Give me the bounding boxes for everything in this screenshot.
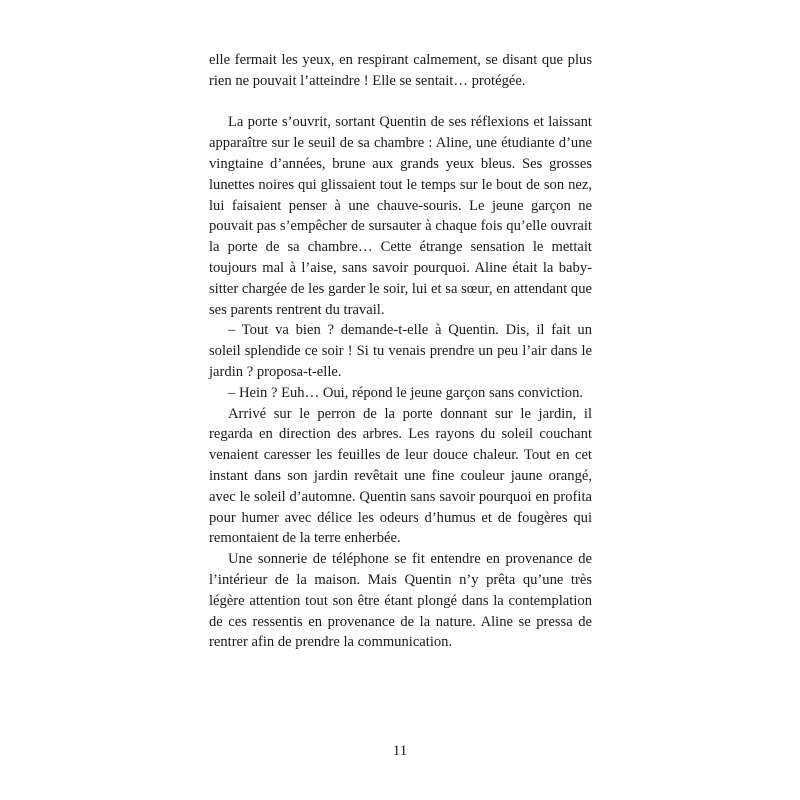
paragraph-door-opens: La porte s’ouvrit, sortant Quentin de ses réflexions et laissant apparaître sur le seuil de sa chambre : Aline, une étudiante d’une vingtaine d’années, brune aux grands yeux bleus. Ses grosses lunettes noires qui glissaient tout le temps sur le bout de son nez, lui faisaient penser à une chauve-souris. Le jeune garçon ne pouvait pas s’empêcher de sursauter à chaque fois qu’elle ouvrait la porte de sa chambre… Cette étrange sensation le mettait toujours mal à l’aise, sans savoir pourquoi. Aline était la baby-sitter chargée de les garder le soir, lui et sa sœur, en attendant que ses parents rentrent du travail. [209, 114, 592, 318]
paragraph-garden: Arrivé sur le perron de la porte donnant sur le jardin, il regarda en direction des arbres. Les rayons du soleil couchant venaient caresser les feuilles de leur douce chaleur. Tout en cet instant dans son jardin revêtait une fine couleur jaune orangé, avec le soleil d’automne. Quentin sans savoir pourquoi en profita pour humer avec délice les odeurs d’humus et de fougères qui remontaient de la terre enherbée. [209, 405, 592, 547]
page-body [209, 50, 592, 653]
paragraph-phone: Une sonnerie de téléphone se fit entendre en provenance de l’intérieur de la maison. Mais Quentin n’y prêta qu’une très légère attention tout son être étant plongé dans la contemplation de ces ressentis en provenance de la nature. Aline se pressa de rentrer afin de prendre la communication. [209, 551, 592, 651]
page-number: 11 [392, 743, 408, 759]
paragraph-dialogue-aline: – Tout va bien ? demande-t-elle à Quentin. Dis, il fait un soleil splendide ce soir ! Si tu venais prendre un peu l’air dans le jardin ? proposa-t-elle. [209, 322, 592, 380]
paragraph-continuation: elle fermait les yeux, en respirant calmement, se disant que plus rien ne pouvait l’atteindre ! Elle se sentait… protégée. [209, 52, 592, 89]
paragraph-dialogue-quentin: – Hein ? Euh… Oui, répond le jeune garçon sans conviction. [228, 384, 584, 401]
